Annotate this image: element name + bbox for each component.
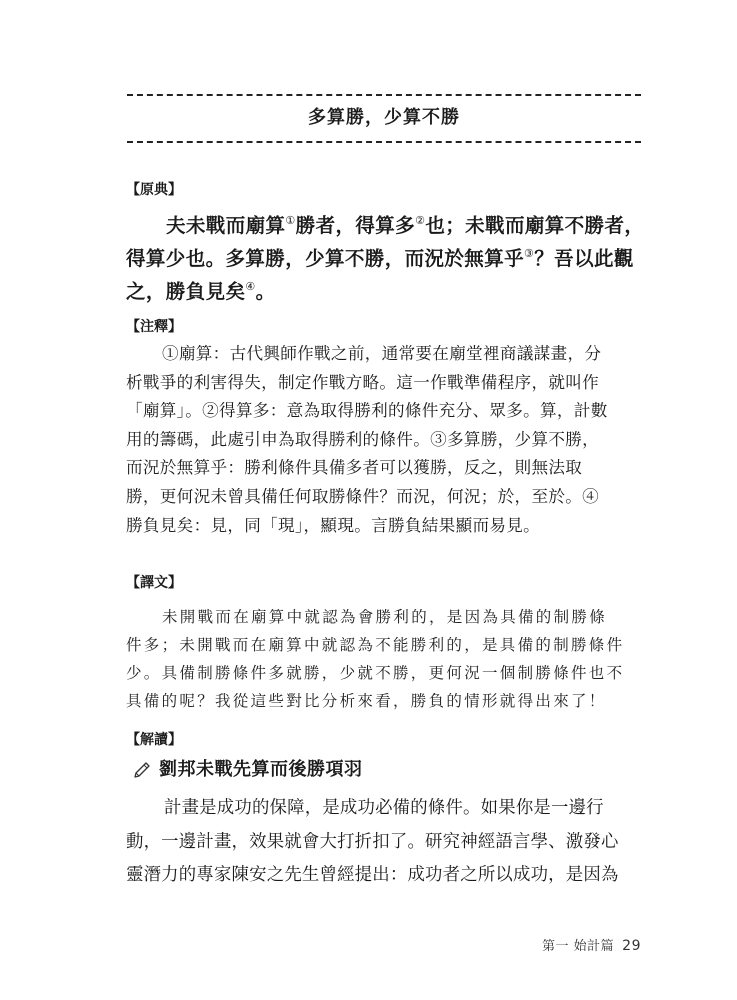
annotation-line: 用的籌碼，此處引申為取得勝利的條件。③多算勝，少算不勝， xyxy=(126,429,600,449)
interpretation-line: 靈潛力的專家陳安之先生曾經提出：成功者之所以成功，是因為 xyxy=(126,865,619,885)
original-line: 夫未戰而廟算①勝者，得算多②也；未戰而廟算不勝者， xyxy=(166,214,644,237)
annotation-line: 而況於無算乎：勝利條件具備多者可以獲勝，反之，則無法取 xyxy=(126,458,583,478)
pen-icon xyxy=(133,761,151,779)
subheading-text: 劉邦未戰先算而後勝項羽 xyxy=(159,759,363,780)
section-label-interpretation: 【解讀】 xyxy=(126,732,182,748)
original-line: 得算少也。多算勝，少算不勝，而況於無算乎③？吾以此觀 xyxy=(126,247,634,270)
section-label-original: 【原典】 xyxy=(126,182,182,198)
translation-line: 件多；未開戰而在廟算中就認為不能勝利的，是具備的制勝條件 xyxy=(126,636,625,654)
footnote-marker: ④ xyxy=(245,280,256,293)
footnote-marker: ② xyxy=(415,214,426,227)
annotation-line: ①廟算：古代興師作戰之前，通常要在廟堂裡商議謀畫，分 xyxy=(162,344,602,363)
interpretation-line: 動，一邊計畫，效果就會大打折扣了。研究神經語言學、激發心 xyxy=(126,831,619,852)
annotation-line: 勝負見矣：見，同「現」，顯現。言勝負結果顯而易見。 xyxy=(126,515,541,535)
footnote-marker: ① xyxy=(285,214,296,227)
bottom-dashed-divider xyxy=(127,141,641,143)
page-title: 多算勝，少算不勝 xyxy=(308,107,460,128)
chapter-title: 第一 始計篇 xyxy=(542,939,615,954)
footnote-marker: ③ xyxy=(524,247,535,260)
original-text xyxy=(126,209,644,308)
page-footer xyxy=(542,935,641,954)
section-label-translation: 【譯文】 xyxy=(126,575,182,591)
section-label-annotation: 【注釋】 xyxy=(126,319,182,335)
original-line: 之，勝負見矣④。 xyxy=(126,280,276,303)
translation-line: 少。具備制勝條件多就勝，少就不勝，更何況一個制勝條件也不 xyxy=(126,664,625,682)
annotation-line: 勝，更何況未曾具備任何取勝條件？而況，何況；於，至於。④ xyxy=(126,486,600,506)
interpretation-subheading xyxy=(133,757,363,783)
interpretation-text xyxy=(126,792,644,893)
annotation-text xyxy=(126,340,644,540)
annotation-line: 「廟算」。②得算多：意為取得勝利的條件充分、眾多。算，計數 xyxy=(126,401,608,421)
translation-text xyxy=(126,603,644,715)
annotation-line: 析戰爭的利害得失，制定作戰方略。這一作戰準備程序，就叫作 xyxy=(126,372,600,392)
top-dashed-divider xyxy=(127,94,641,96)
interpretation-line: 計畫是成功的保障，是成功必備的條件。如果你是一邊行 xyxy=(164,798,604,818)
translation-line: 具備的呢？我從這些對比分析來看，勝負的情形就得出來了！ xyxy=(126,692,607,710)
page-number: 29 xyxy=(622,938,641,954)
translation-line: 未開戰而在廟算中就認為會勝利的，是因為具備的制勝條 xyxy=(162,608,608,626)
